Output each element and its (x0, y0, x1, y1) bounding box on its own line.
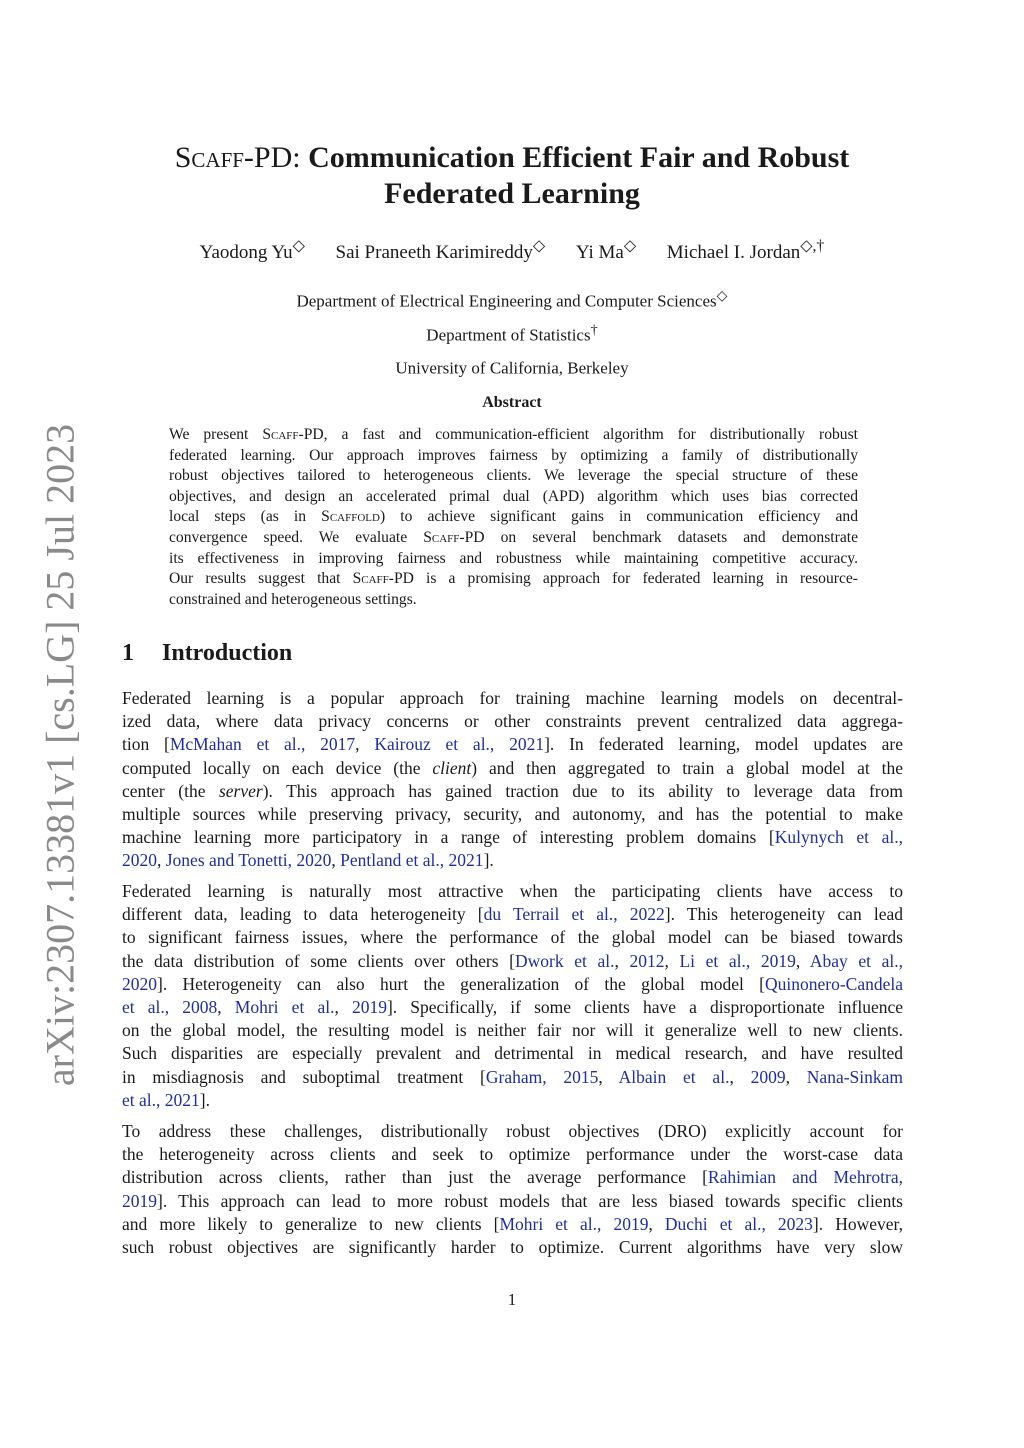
abstract-line (169, 425, 858, 446)
citation-link[interactable]: 2012 (629, 950, 665, 971)
intro-paragraph-2 (122, 880, 903, 1112)
text: center (the (122, 780, 219, 801)
text: ]. (199, 1089, 210, 1110)
author-name: Yi Ma (575, 242, 624, 264)
text: machine learning more participatory in a range of interesting problem domains [ (122, 827, 775, 848)
text: , (729, 1066, 751, 1087)
text: computed locally on each device (the (122, 757, 433, 778)
text: , (785, 1066, 807, 1087)
emphasis: server (218, 780, 263, 801)
abstract-line (169, 569, 858, 590)
section-number: 1 (122, 640, 134, 666)
author-1 (199, 238, 305, 264)
method-name: Scaff-PD (352, 570, 414, 588)
paragraph-line: multiple sources while preserving privacy, security, and autonomy, and has the potential to make (122, 804, 903, 825)
paper-title (112, 140, 912, 212)
paragraph-line (122, 780, 903, 803)
emphasis: client (432, 757, 472, 778)
text: and more likely to generalize to new clients [ (122, 1213, 500, 1234)
page-number: 1 (507, 1290, 517, 1309)
text: local steps (as in (169, 508, 322, 526)
abstract-line: federated learning. Our approach improves fairness by optimizing a family of distributionally (169, 446, 858, 464)
abstract-heading: Abstract (482, 394, 542, 411)
method-name: Scaffold (321, 508, 380, 526)
citation-link[interactable]: Rahimian and Mehrotra, (707, 1167, 903, 1188)
method-name: Scaff-PD (423, 528, 485, 546)
text: ) to achieve significant gains in communication efficiency and (379, 508, 858, 526)
text: ]. Specifically, if some clients have a disproportionate influence (386, 997, 903, 1018)
affiliation-2 (112, 316, 912, 350)
citation-link[interactable]: Mohri et al. (234, 997, 335, 1018)
text: ]. In federated learning, model updates are (544, 734, 904, 755)
author-list (112, 236, 912, 264)
author-2 (335, 238, 546, 264)
author-mark: ◇,† (800, 238, 825, 255)
citation-link[interactable]: Li et al., 2019 (679, 950, 796, 971)
author-mark: ◇ (623, 238, 637, 255)
abstract-line: its effectiveness in improving fairness and robustness while maintaining competitive accuracy. (169, 549, 858, 567)
abstract-body (169, 425, 858, 610)
text: Our results suggest that (169, 570, 353, 588)
abstract-line: constrained and heterogeneous settings. (169, 590, 417, 608)
text: on several benchmark datasets and demonstrate (484, 528, 858, 546)
title-line-2: Federated Learning (384, 177, 640, 210)
affiliation-text: Department of Electrical Engineering and Computer Sciences (296, 291, 717, 311)
title-rest: Communication Efficient Fair and Robust (308, 141, 850, 174)
text: We present (169, 426, 263, 443)
title-colon: : (292, 141, 309, 174)
citation-link[interactable]: et al., 2008 (122, 997, 218, 1018)
paragraph-line: ized data, where data privacy concerns or other constraints prevent centralized data aggrega- (122, 711, 903, 732)
text: ). This approach has gained traction due to its ability to leverage data from (262, 780, 903, 801)
affiliation-3 (112, 349, 912, 383)
citation-link[interactable]: Quinonero-Candela (764, 973, 903, 994)
citation-link[interactable]: 2020 (122, 973, 157, 994)
author-3 (575, 238, 637, 264)
citation-link[interactable]: Kulynych et al., (774, 827, 903, 848)
text: , (648, 1213, 665, 1234)
citation-link[interactable]: Nana-Sinkam (806, 1066, 904, 1087)
text: is a promising approach for federated learning in resource- (413, 570, 858, 588)
citation-link[interactable]: Kairouz et al., 2021 (374, 734, 545, 755)
title-method-name: Scaff-PD (174, 141, 293, 174)
author-4 (666, 238, 825, 264)
text: convergence speed. We evaluate (169, 528, 424, 546)
text: , a fast and communication-efficient algorithm for distributionally robust (323, 426, 858, 443)
text: ]. (483, 850, 494, 871)
affiliation-text: University of California, Berkeley (395, 358, 629, 378)
abstract-line: objectives, and design an accelerated primal dual (APD) algorithm which uses bias corrected (169, 487, 858, 505)
text: different data, leading to data heterogeneity [ (122, 904, 484, 925)
abstract-line (169, 528, 858, 549)
text: , (598, 1066, 619, 1087)
abstract-line (169, 507, 858, 528)
text: distribution across clients, rather than just the average performance [ (122, 1167, 708, 1188)
citation-link[interactable]: 2009 (750, 1066, 786, 1087)
author-name: Sai Praneeth Karimireddy (335, 242, 533, 264)
paragraph-line (122, 826, 903, 849)
text: ]. This heterogeneity can lead (664, 904, 903, 925)
paragraph-line (122, 950, 903, 973)
text: , (664, 950, 680, 971)
paragraph-line: on the global model, the resulting model is neither fair nor will it generalize well to new clients. (122, 1020, 903, 1041)
text: ]. However, (812, 1213, 904, 1234)
affiliation-text: Department of Statistics (426, 325, 591, 345)
paragraph-line (122, 1213, 903, 1236)
text: ]. This approach can lead to more robust models that are less biased towards specific clients (157, 1190, 903, 1211)
author-mark: ◇ (532, 238, 546, 255)
method-name: Scaff-PD (262, 426, 324, 443)
paragraph-line (122, 1089, 903, 1112)
author-name: Michael I. Jordan (666, 242, 801, 264)
text: , (217, 997, 235, 1018)
citation-link[interactable]: Jones and Tonetti, 2020 (165, 850, 332, 871)
paragraph-line (122, 973, 903, 996)
arxiv-identifier-stamp[interactable]: arXiv:2307.13381v1 [cs.LG] 25 Jul 2023 (37, 423, 83, 1087)
text: the data distribution of some clients over others [ (122, 950, 515, 971)
citation-link[interactable]: Abay et al., (809, 950, 903, 971)
paragraph-line (122, 903, 903, 926)
paragraph-line: the heterogeneity across clients and seek to optimize performance under the worst-case data (122, 1144, 903, 1165)
text: ]. Heterogeneity can also hurt the generalization of the global model [ (157, 973, 765, 994)
paragraph-line: to significant fairness issues, where the performance of the global model can be biased towards (122, 927, 903, 948)
intro-paragraph-3 (122, 1120, 903, 1259)
section-title: Introduction (162, 640, 293, 666)
citation-link[interactable]: 2019 (122, 1190, 157, 1211)
text: , (334, 997, 352, 1018)
paragraph-line (122, 733, 903, 756)
citation-link[interactable]: 2020 (122, 850, 157, 871)
paragraph-line: Federated learning is a popular approach for training machine learning models on decentral- (122, 688, 903, 708)
paragraph-line (122, 1066, 903, 1089)
paragraph-line: Such disparities are especially prevalent and detrimental in medical research, and have resulted (122, 1043, 903, 1064)
paragraph-line (122, 1166, 903, 1189)
text: , (157, 850, 166, 871)
text: , (614, 950, 630, 971)
author-name: Yaodong Yu (199, 242, 293, 264)
paragraph-line: such robust objectives are significantly harder to optimize. Current algorithms have very slow (122, 1237, 903, 1258)
citation-link[interactable]: Duchi et al., 2023 (664, 1213, 813, 1234)
paragraph-line: To address these challenges, distributionally robust objectives (DRO) explicitly account for (122, 1121, 903, 1141)
citation-link[interactable]: Graham, 2015 (485, 1066, 599, 1087)
section-heading-introduction (122, 640, 292, 667)
citation-link[interactable]: du Terrail et al., 2022 (483, 904, 665, 925)
intro-paragraph-1 (122, 687, 903, 873)
citation-link[interactable]: McMahan et al., 2017 (169, 734, 356, 755)
affiliation-list (112, 282, 912, 383)
citation-link[interactable]: Pentland et al., 2021 (340, 850, 484, 871)
affiliation-mark: † (590, 321, 598, 338)
citation-link[interactable]: Albain et al. (618, 1066, 730, 1087)
text: , (331, 850, 341, 871)
citation-link[interactable]: et al., 2021 (122, 1089, 200, 1110)
paragraph-line (122, 757, 903, 780)
paragraph-line: Federated learning is naturally most attractive when the participating clients have access to (122, 881, 903, 901)
citation-link[interactable]: Mohri et al., 2019 (499, 1213, 649, 1234)
citation-link[interactable]: 2019 (351, 997, 387, 1018)
affiliation-mark: ◇ (716, 288, 728, 304)
text: , (795, 950, 810, 971)
affiliation-1 (112, 282, 912, 316)
abstract-line: robust objectives tailored to heterogeneous clients. We leverage the special structure of these (169, 467, 858, 485)
citation-link[interactable]: Dwork et al. (515, 950, 615, 971)
text: ) and then aggregated to train a global model at the (471, 757, 903, 778)
text: , (355, 734, 375, 755)
text: tion [ (122, 734, 170, 755)
paragraph-line (122, 996, 903, 1019)
text: in misdiagnosis and suboptimal treatment [ (122, 1066, 486, 1087)
paragraph-line (122, 849, 903, 872)
author-mark: ◇ (292, 238, 305, 255)
paragraph-line (122, 1190, 903, 1213)
title-line-1 (112, 140, 912, 176)
